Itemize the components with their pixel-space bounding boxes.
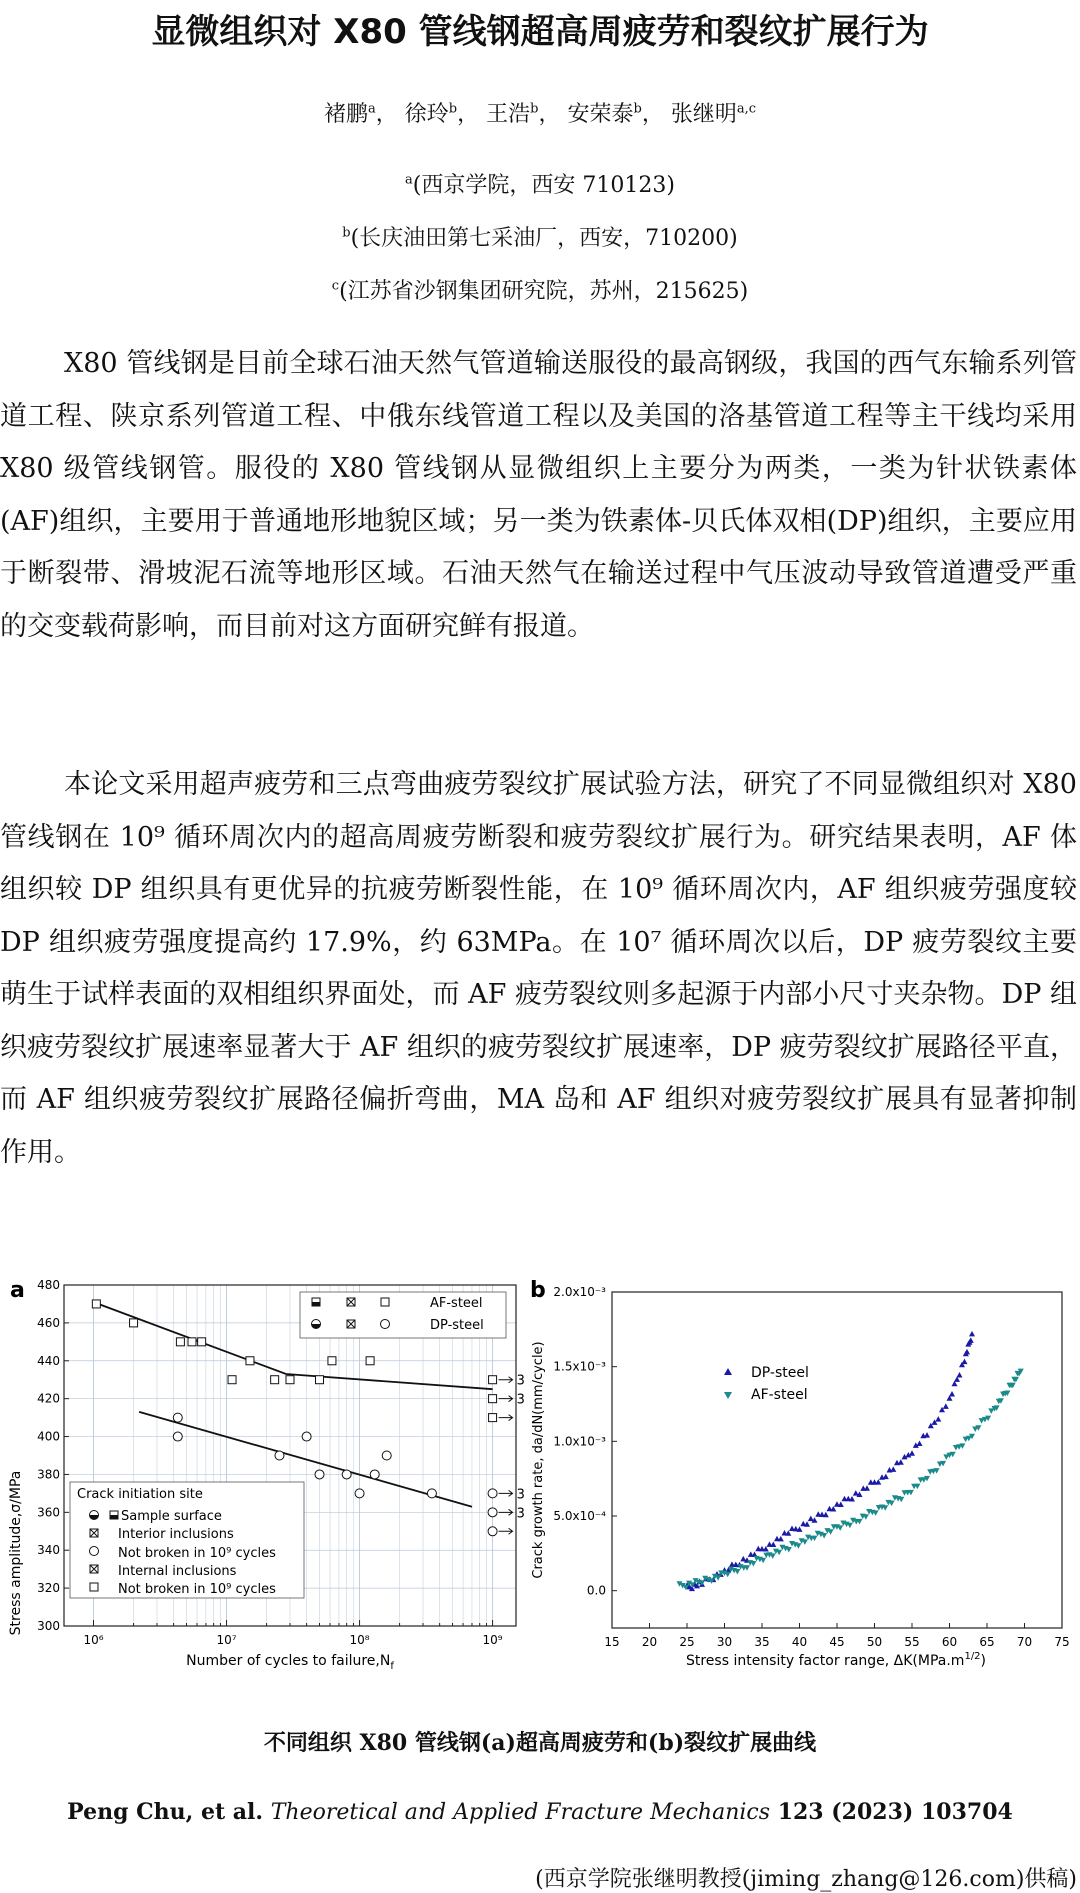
legend-dp-label-b: DP-steel <box>751 1365 809 1381</box>
x-ticks-b <box>604 1623 1069 1649</box>
y-tick-label: 380 <box>37 1467 60 1482</box>
legend-top-a <box>300 1292 506 1338</box>
figure-caption: 不同组织 X80 管线钢(a)超高周疲劳和(b)裂纹扩展曲线 <box>263 1730 817 1756</box>
data-point-dp <box>488 1527 497 1536</box>
data-point-dp <box>875 1479 881 1485</box>
x-tick-label: 10⁸ <box>349 1633 370 1647</box>
data-point-dp <box>370 1470 379 1479</box>
citation-authors: Peng Chu, et al. <box>67 1799 271 1825</box>
legend-af-crossed-square-icon <box>347 1298 355 1306</box>
x-tick-label: 40 <box>791 1635 808 1649</box>
data-point-dp <box>924 1432 930 1438</box>
data-point-dp <box>890 1466 896 1472</box>
author-name: 张继明 <box>670 102 737 127</box>
x-tick-label: 10⁹ <box>482 1633 503 1647</box>
x-tick-label: 35 <box>754 1635 770 1649</box>
data-point-dp <box>823 1512 829 1518</box>
runout-arrow <box>499 1490 513 1496</box>
body-paragraph-1: X80 管线钢是目前全球石油天然气管道输送服役的最高钢级，我国的西气东输系列管道工程、陕京系列管道工程、中俄东线管道工程以及美国的洛基管道工程等主干线均采用 X80 级管线钢管。服役的 X80 管线钢从显微组织上主要分为两类，一类为针状铁素体(AF)组织，主要用于普通地形地貌区域；另一类为铁素体-贝氏体双相(DP)组织，主要应用于断裂带、滑坡泥石流等地形区域。石油天然气在输送过程中气压波动导致管道遭受严重的交变载荷影响，而目前对这方面研究鲜有报道。 <box>0 348 1077 642</box>
y-tick-label: 340 <box>37 1543 60 1558</box>
x-axis-label-b-main: Stress intensity factor range, ΔK(MPa.m <box>685 1653 965 1669</box>
x-tick-label: 30 <box>716 1635 733 1649</box>
legend-dp-crossed-circle-icon <box>347 1320 355 1328</box>
citation-volume: 123 (2023) 103704 <box>770 1799 1013 1825</box>
x-tick-label: 75 <box>1054 1635 1070 1649</box>
x-axis-label-b <box>686 1651 986 1669</box>
data-point-dp <box>969 1331 975 1337</box>
runout-label: 3 <box>516 1506 525 1522</box>
data-point-dp <box>964 1349 970 1355</box>
runout-label: 3 <box>516 1373 525 1389</box>
y-tick-label: 1.5x10⁻³ <box>553 1359 606 1374</box>
data-point-dp <box>883 1474 889 1480</box>
chart-a <box>0 1270 525 1680</box>
data-point-af <box>750 1561 756 1567</box>
author-sup: a <box>368 101 376 117</box>
y-tick-label: 460 <box>37 1315 60 1330</box>
data-point-dp <box>173 1432 182 1441</box>
y-tick-label: 420 <box>37 1391 60 1406</box>
data-point-dp <box>968 1337 974 1343</box>
runout-arrow <box>499 1415 513 1421</box>
panel-label-a: a <box>10 1278 25 1303</box>
x-tick-label: 25 <box>679 1635 695 1649</box>
x-tick-label: 60 <box>941 1635 958 1649</box>
y-axis-label-b: Crack growth rate, da/dN(mm/cycle) <box>531 1341 546 1579</box>
affiliation-sup: b <box>342 225 351 241</box>
y-tick-label: 400 <box>37 1429 60 1444</box>
y-tick-label: 0.0 <box>586 1583 606 1598</box>
legend-af-label: AF-steel <box>430 1296 483 1311</box>
author-sup: a,c <box>736 101 756 117</box>
data-point-dp <box>909 1450 915 1456</box>
legend-af-half-square-icon <box>312 1298 320 1306</box>
data-point-af <box>188 1338 196 1346</box>
data-point-af <box>725 1572 731 1578</box>
runout-labels-a <box>499 1374 525 1535</box>
data-point-af <box>286 1376 294 1384</box>
panel-label-b: b <box>530 1278 546 1303</box>
data-point-dp <box>957 1372 963 1378</box>
runout-arrow <box>499 1528 513 1534</box>
x-axis-label-a-sub: f <box>390 1661 394 1672</box>
author-name: 安荣泰 <box>567 102 634 127</box>
data-point-dp <box>342 1470 351 1479</box>
data-point-dp <box>949 1391 955 1397</box>
legend-item-internal: Internal inclusions <box>118 1564 237 1579</box>
data-point-af <box>316 1376 324 1384</box>
data-point-af <box>489 1414 497 1422</box>
y-axis-label-a: Stress amplitude,σ/MPa <box>8 1470 24 1636</box>
x-axis-label-b-end: ) <box>980 1653 987 1669</box>
x-tick-label: 50 <box>866 1635 883 1649</box>
data-point-af <box>776 1550 782 1556</box>
y-tick-label: 360 <box>37 1505 60 1520</box>
data-point-dp <box>838 1502 844 1508</box>
x-tick-label: 10⁷ <box>216 1633 237 1647</box>
legend-af-label-b: AF-steel <box>751 1387 808 1403</box>
chart-b <box>526 1270 1080 1680</box>
legend-open-square-icon <box>90 1583 98 1591</box>
data-point-af <box>328 1357 336 1365</box>
author-name: 徐玲 <box>404 102 449 127</box>
data-point-af <box>802 1539 808 1545</box>
x-axis-label-b-sup: 1/2 <box>964 1651 981 1662</box>
affiliation-text: (长庆油田第七采油厂，西安，710200) <box>350 226 738 251</box>
data-point-af <box>130 1319 138 1327</box>
data-point-af <box>847 1523 853 1529</box>
author-name: 王浩 <box>486 102 531 127</box>
author-name: 褚鹏 <box>324 102 369 127</box>
legend-crack-title: Crack initiation site <box>77 1487 203 1502</box>
runout-arrow <box>499 1396 513 1402</box>
legend-af-open-square-icon <box>381 1298 389 1306</box>
runout-arrow <box>499 1509 513 1515</box>
x-axis-label-a <box>186 1653 394 1672</box>
data-point-af <box>715 1575 721 1581</box>
runout-label: 3 <box>516 1392 525 1408</box>
author-sup: b <box>448 101 458 117</box>
legend-dp-triangle-icon <box>724 1368 732 1375</box>
x-tick-label: 10⁶ <box>83 1633 104 1647</box>
y-tick-label: 440 <box>37 1353 60 1368</box>
y-tick-label: 1.0x10⁻³ <box>553 1434 606 1449</box>
x-tick-label: 15 <box>604 1635 620 1649</box>
data-point-dp <box>488 1508 497 1517</box>
data-point-af <box>198 1338 206 1346</box>
page-title: 显微组织对 X80 管线钢超高周疲劳和裂纹扩展行为 <box>151 12 929 52</box>
data-point-af <box>92 1300 100 1308</box>
legend-dp-open-circle-icon <box>381 1320 390 1329</box>
x-tick-label: 45 <box>829 1635 845 1649</box>
runout-arrow <box>499 1377 513 1383</box>
x-tick-label: 65 <box>979 1635 995 1649</box>
legend-half-circle-icon <box>90 1511 99 1520</box>
legend-item-runout-af: Not broken in 10⁹ cycles <box>118 1582 276 1597</box>
data-point-af <box>228 1376 236 1384</box>
y-tick-label: 5.0x10⁻⁴ <box>553 1509 606 1523</box>
data-point-af <box>760 1558 766 1564</box>
data-point-af <box>176 1338 184 1346</box>
data-point-dp <box>488 1489 497 1498</box>
data-point-af <box>734 1569 740 1575</box>
legend-crossed-square-icon <box>90 1529 98 1537</box>
data-point-af <box>271 1376 279 1384</box>
legend-crossed-square-icon-2 <box>90 1565 98 1573</box>
data-point-dp <box>355 1489 364 1498</box>
data-point-dp <box>898 1459 904 1465</box>
affiliation-c <box>0 274 1080 305</box>
data-point-dp <box>962 1359 968 1365</box>
data-point-dp <box>830 1506 836 1512</box>
data-point-dp <box>173 1413 182 1422</box>
legend-dp-label: DP-steel <box>430 1318 484 1333</box>
data-point-af <box>795 1543 801 1549</box>
author-sup: b <box>633 101 642 117</box>
data-point-af <box>489 1376 497 1384</box>
y-tick-label: 480 <box>37 1278 60 1292</box>
runout-label: 3 <box>516 1487 525 1503</box>
plot-frame-b <box>612 1292 1062 1628</box>
data-point-af <box>821 1533 827 1539</box>
legend-dp-half-circle-icon <box>312 1320 321 1329</box>
legend-item-interior: Interior inclusions <box>118 1527 234 1542</box>
data-point-dp <box>943 1403 949 1409</box>
legend-b <box>724 1365 809 1403</box>
legend-item-surface: Sample surface <box>121 1509 222 1524</box>
y-tick-label: 300 <box>37 1619 60 1633</box>
data-point-dp <box>315 1470 324 1479</box>
author-list: 褚鹏$^a$， 徐玲$^b$， 王浩$^b$， 安荣泰$^b$， 张继明$^{a,c}$ <box>324 101 756 127</box>
data-point-dp <box>275 1451 284 1460</box>
y-tick-label: 320 <box>37 1581 60 1596</box>
data-point-dp <box>864 1485 870 1491</box>
legend-crack-a <box>70 1482 304 1598</box>
data-point-af <box>366 1357 374 1365</box>
body-paragraph-2: 本论文采用超声疲劳和三点弯曲疲劳裂纹扩展试验方法，研究了不同显微组织对 X80 管线钢在 10⁹ 循环周次内的超高周疲劳断裂和疲劳裂纹扩展行为。研究结果表明，AF 体组织较 DP 组织具有更优异的抗疲劳断裂性能，在 10⁹ 循环周次内，AF 组织疲劳强度较 DP 组织疲劳强度提高约 17.9%，约 63MPa。在 10⁷ 循环周次以后，DP 疲劳裂纹主要萌生于试样表面的双相组织界面处，而 AF 疲劳裂纹则多起源于内部小尺寸夹杂物。DP 组织疲劳裂纹扩展速率显著大于 AF 组织的疲劳裂纹扩展速率，DP 疲劳裂纹扩展路径平直，而 AF 组织疲劳裂纹扩展路径偏折弯曲，MA 岛和 AF 组织对疲劳裂纹扩展具有显著抑制作用。 <box>0 769 1077 1168</box>
citation-journal: Theoretical and Applied Fracture Mechanics <box>270 1800 771 1825</box>
data-point-dp <box>935 1416 941 1422</box>
data-point-af <box>246 1357 254 1365</box>
data-point-dp <box>785 1530 791 1536</box>
y-tick-label: 2.0x10⁻³ <box>553 1285 606 1299</box>
citation <box>0 1799 1080 1825</box>
x-axis-label-a-main: Number of cycles to failure,N <box>186 1653 391 1669</box>
data-point-dp <box>302 1432 311 1441</box>
data-point-dp <box>917 1441 923 1447</box>
affiliation-sup: a <box>405 172 413 188</box>
affiliation-b <box>0 221 1080 252</box>
affiliation-text: (江苏省沙钢集团研究院，苏州，215625) <box>339 279 749 304</box>
data-point-af <box>786 1547 792 1553</box>
contributor-note: (西京学院张继明教授(jiming_zhang@126.com)供稿) <box>535 1867 1077 1892</box>
x-tick-label: 55 <box>904 1635 920 1649</box>
data-point-dp <box>778 1536 784 1542</box>
data-point-af <box>489 1395 497 1403</box>
affiliation-a <box>0 168 1080 199</box>
x-tick-label: 70 <box>1016 1635 1033 1649</box>
data-point-dp <box>382 1451 391 1460</box>
legend-item-runout-dp: Not broken in 10⁹ cycles <box>118 1546 276 1561</box>
author-sup: b <box>530 101 539 117</box>
affiliation-sup: c <box>331 278 340 294</box>
y-ticks-b <box>553 1285 617 1598</box>
data-point-dp <box>770 1542 776 1548</box>
x-ticks-a <box>83 1620 502 1647</box>
x-tick-label: 20 <box>641 1635 658 1649</box>
data-point-af <box>770 1553 776 1559</box>
affiliation-text: (西京学院，西安 710123) <box>412 173 675 198</box>
data-point-af <box>837 1525 843 1531</box>
legend-half-square-icon <box>110 1511 118 1519</box>
legend-af-triangle-icon <box>724 1392 732 1399</box>
data-point-dp <box>427 1489 436 1498</box>
legend-open-circle-icon <box>90 1547 99 1556</box>
data-point-af <box>828 1529 834 1535</box>
